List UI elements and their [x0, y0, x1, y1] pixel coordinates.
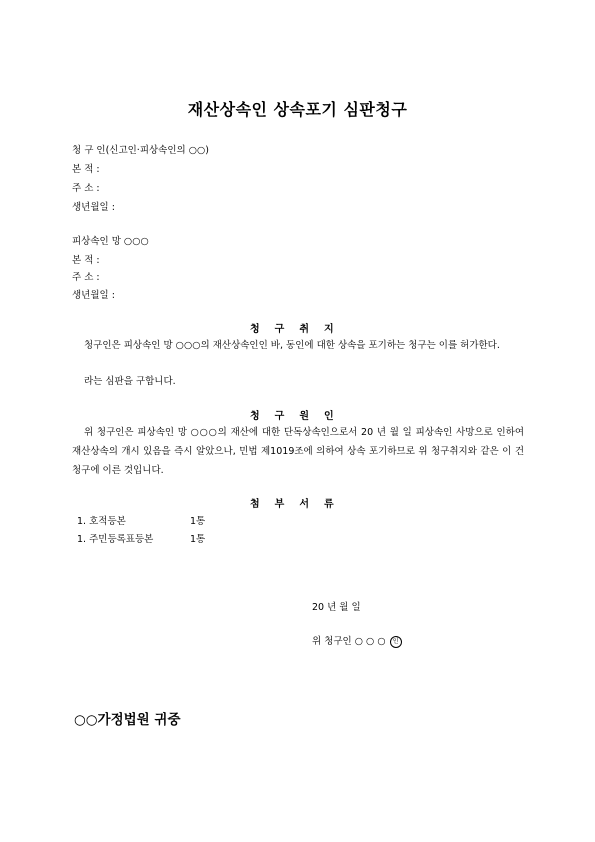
seal-mark: 인	[390, 636, 402, 648]
attachment-item-count: 1통	[190, 534, 206, 545]
attachments-heading: 첨부서류	[250, 499, 349, 510]
petitioner-label: 청 구 인(신고인·피상속인의 ○○)	[72, 145, 210, 156]
attachment-item-name: 1. 호적등본	[77, 516, 126, 527]
date-line: 20 년 월 일	[312, 602, 361, 613]
petitioner-address: 주 소 :	[72, 183, 100, 194]
court-addressee: ○○가정법원 귀중	[74, 712, 181, 728]
signature-line	[312, 632, 402, 651]
document-title: 재산상속인 상속포기 심판청구	[187, 100, 408, 119]
decedent-label: 피상속인 망 ○○○	[72, 236, 149, 247]
petitioner-domicile: 본 적 :	[72, 164, 100, 175]
signature-label: 위 청구인 ○ ○ ○	[312, 636, 386, 647]
attachment-item-count: 1통	[190, 516, 206, 527]
cause-body: 위 청구인은 피상속인 망 ○○○의 재산에 대한 단독상속인으로서 20 년 월 일 피상속인 사망으로 인하여 재산상속의 개시 있음을 즉시 알았으나, 민법 제1019조에 의하여 상속 포기하므로 위 청구취지와 같은 이 건 청구에 이른 것입니다.	[72, 427, 524, 476]
attachment-item-name: 1. 주민등록표등본	[77, 534, 154, 545]
purpose-heading: 청구취지	[250, 324, 349, 335]
decedent-birth: 생년월일 :	[72, 290, 115, 301]
cause-heading: 청구원인	[250, 411, 349, 422]
purpose-closing: 라는 심판을 구합니다.	[84, 376, 176, 387]
decedent-domicile: 본 적 :	[72, 255, 100, 266]
purpose-body: 청구인은 피상속인 망 ○○○의 재산상속인인 바, 동인에 대한 상속을 포기하는 청구는 이를 허가한다.	[84, 340, 500, 351]
petitioner-birth: 생년월일 :	[72, 202, 115, 213]
decedent-address: 주 소 :	[72, 272, 100, 283]
